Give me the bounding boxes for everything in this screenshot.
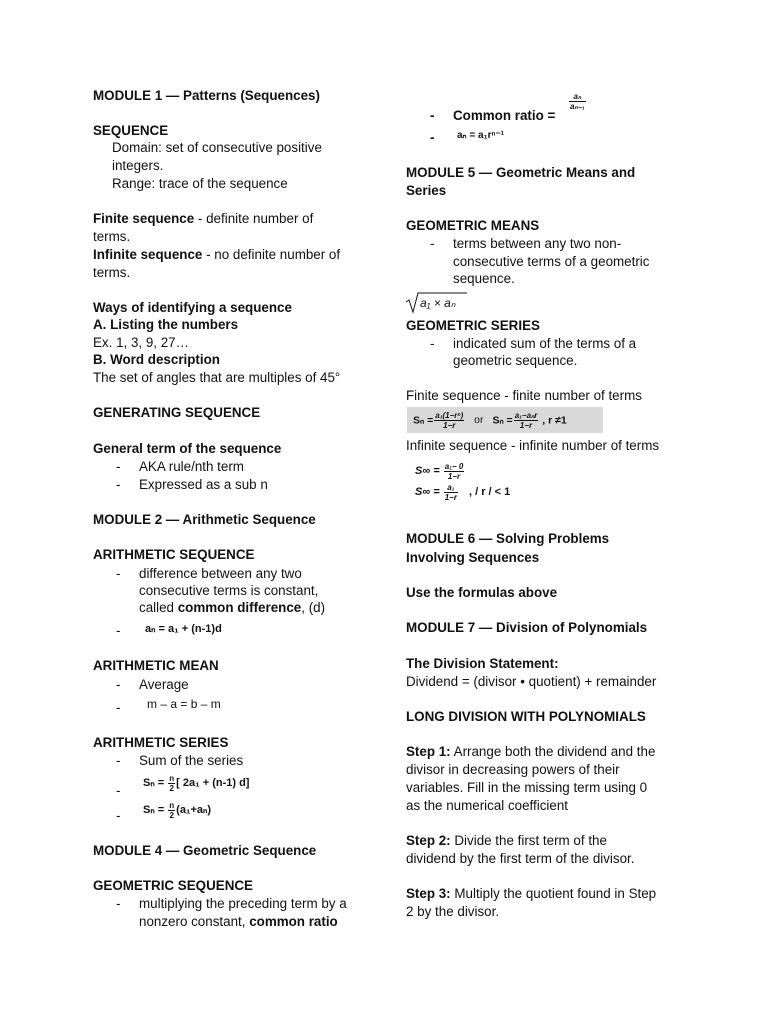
general-term-heading: General term of the sequence — [93, 441, 282, 456]
step-2-text-cont: dividend by the first term of the divisor. — [406, 851, 635, 866]
infinite-sequence-def-cont: terms. — [93, 265, 131, 280]
arithmetic-mean-heading: ARITHMETIC MEAN — [93, 658, 219, 673]
gmean-bullet-1: terms between any two non- — [453, 236, 622, 251]
geometric-nth-term-formula: aₙ = a₁rⁿ⁻¹ — [457, 130, 505, 141]
module-4-title: MODULE 4 — Geometric Sequence — [93, 843, 317, 858]
gen-bullet-1: AKA rule/nth term — [139, 459, 244, 474]
domain-text-cont: integers. — [112, 158, 164, 173]
arith-bullet-1-cont2: called common difference, (d) — [139, 600, 326, 615]
geometric-series-heading: GEOMETRIC SERIES — [406, 318, 540, 333]
bullet-dash: - — [116, 700, 121, 715]
use-formulas-text: Use the formulas above — [406, 585, 558, 600]
module-6-title-cont: Involving Sequences — [406, 550, 540, 565]
division-statement-text: Dividend = (divisor • quotient) + remainder — [406, 674, 657, 689]
generating-sequence-heading: GENERATING SEQUENCE — [93, 405, 261, 420]
geo-bullet-1: multiplying the preceding term by a — [139, 896, 347, 911]
arithmetic-nth-term-formula: aₙ = a₁ + (n-1)d — [145, 623, 222, 635]
infinite-series-formula-1: S∞ = $\frac{\text{a₁− 0}}{1-r}$ — [415, 461, 464, 481]
step-1-text: Step 1: Arrange both the dividend and the — [406, 744, 656, 759]
common-ratio-label: Common ratio = — [453, 108, 556, 123]
common-ratio-fraction: $\frac{\text{aₙ}}{\text{aₙ₋₁}}$ — [570, 92, 585, 111]
step-1-text-cont: divisor in decreasing powers of their — [406, 762, 620, 777]
module-5-title: MODULE 5 — Geometric Means and — [406, 165, 636, 180]
bullet-dash: - — [116, 477, 121, 492]
arith-bullet-1-cont: consecutive terms is constant, — [139, 583, 319, 598]
infinite-sequence-def: Infinite sequence - no definite number of — [93, 247, 341, 262]
gseries-bullet-1-cont: geometric sequence. — [453, 353, 578, 368]
ways-listing: A. Listing the numbers — [93, 317, 239, 332]
finite-sequence-def-cont: terms. — [93, 229, 131, 244]
bullet-dash: - — [430, 336, 435, 351]
arithmetic-series-formula-1: Sₙ = $\frac{n}{2}$ [ 2a₁ + (n-1) d] — [143, 773, 250, 793]
bullet-dash: - — [116, 808, 121, 823]
module-7-title: MODULE 7 — Division of Polynomials — [406, 620, 648, 635]
long-division-heading: LONG DIVISION WITH POLYNOMIALS — [406, 709, 646, 724]
bullet-dash: - — [116, 623, 121, 638]
ways-word-example: The set of angles that are multiples of 45° — [93, 370, 341, 385]
geometric-means-heading: GEOMETRIC MEANS — [406, 218, 540, 233]
finite-series-formula-image: Sₙ = $\frac{\text{a₁(1−rⁿ)}}{1-r}$ or Sₙ = $\frac{\text{a₁−aₙr}}{1-r}$ , r ≠1 — [407, 407, 603, 433]
ways-example: Ex. 1, 3, 9, 27… — [93, 335, 190, 350]
series-bullet-1: Sum of the series — [139, 753, 244, 768]
arithmetic-sequence-heading: ARITHMETIC SEQUENCE — [93, 547, 255, 562]
bullet-dash: - — [430, 108, 435, 123]
bullet-dash: - — [116, 566, 121, 581]
bullet-dash: - — [116, 753, 121, 768]
geo-bullet-1-cont: nonzero constant, common ratio — [139, 914, 338, 929]
geometric-sequence-heading: GEOMETRIC SEQUENCE — [93, 878, 253, 893]
mean-bullet-1: Average — [139, 677, 189, 692]
arith-bullet-1: difference between any two — [139, 566, 302, 581]
step-1-text-cont2: variables. Fill in the missing term using 0 — [406, 780, 648, 795]
gen-bullet-2: Expressed as a sub n — [139, 477, 268, 492]
arithmetic-series-heading: ARITHMETIC SERIES — [93, 735, 229, 750]
domain-text: Domain: set of consecutive positive — [112, 140, 322, 155]
ways-word-description: B. Word description — [93, 352, 220, 367]
division-statement-heading: The Division Statement: — [406, 656, 559, 671]
ways-heading: Ways of identifying a sequence — [93, 300, 292, 315]
bullet-dash: - — [430, 236, 435, 251]
module-1-title: MODULE 1 — Patterns (Sequences) — [93, 88, 320, 103]
sequence-heading: SEQUENCE — [93, 123, 169, 138]
step-3-text: Step 3: Multiply the quotient found in Step — [406, 886, 657, 901]
bullet-dash: - — [116, 783, 121, 798]
finite-sequence-text: Finite sequence - finite number of terms — [406, 388, 642, 403]
gmean-bullet-1-cont2: sequence. — [453, 271, 515, 286]
infinite-series-formula-2: S∞ = $\frac{\text{a₁}}{1-r}$ , / r / < 1 — [415, 482, 511, 502]
step-1-text-cont3: as the numerical coefficient — [406, 798, 569, 813]
module-2-title: MODULE 2 — Arithmetic Sequence — [93, 512, 316, 527]
bullet-dash: - — [430, 130, 435, 145]
gmean-bullet-1-cont: consecutive terms of a geometric — [453, 254, 650, 269]
module-6-title: MODULE 6 — Solving Problems — [406, 531, 610, 546]
step-3-text-cont: 2 by the divisor. — [406, 904, 500, 919]
module-5-title-cont: Series — [406, 183, 447, 198]
infinite-sequence-text: Infinite sequence - infinite number of terms — [406, 438, 660, 453]
bullet-dash: - — [116, 677, 121, 692]
gseries-bullet-1: indicated sum of the terms of a — [453, 336, 637, 351]
finite-sequence-def: Finite sequence - definite number of — [93, 211, 314, 226]
step-2-text: Step 2: Divide the first term of the — [406, 833, 607, 848]
bullet-dash: - — [116, 459, 121, 474]
arithmetic-mean-formula: m – a = b – m — [147, 697, 221, 711]
range-text: Range: trace of the sequence — [112, 176, 288, 191]
arithmetic-series-formula-2: Sₙ = $\frac{n}{2}$ (a₁+aₙ) — [143, 800, 212, 820]
bullet-dash: - — [116, 896, 121, 911]
